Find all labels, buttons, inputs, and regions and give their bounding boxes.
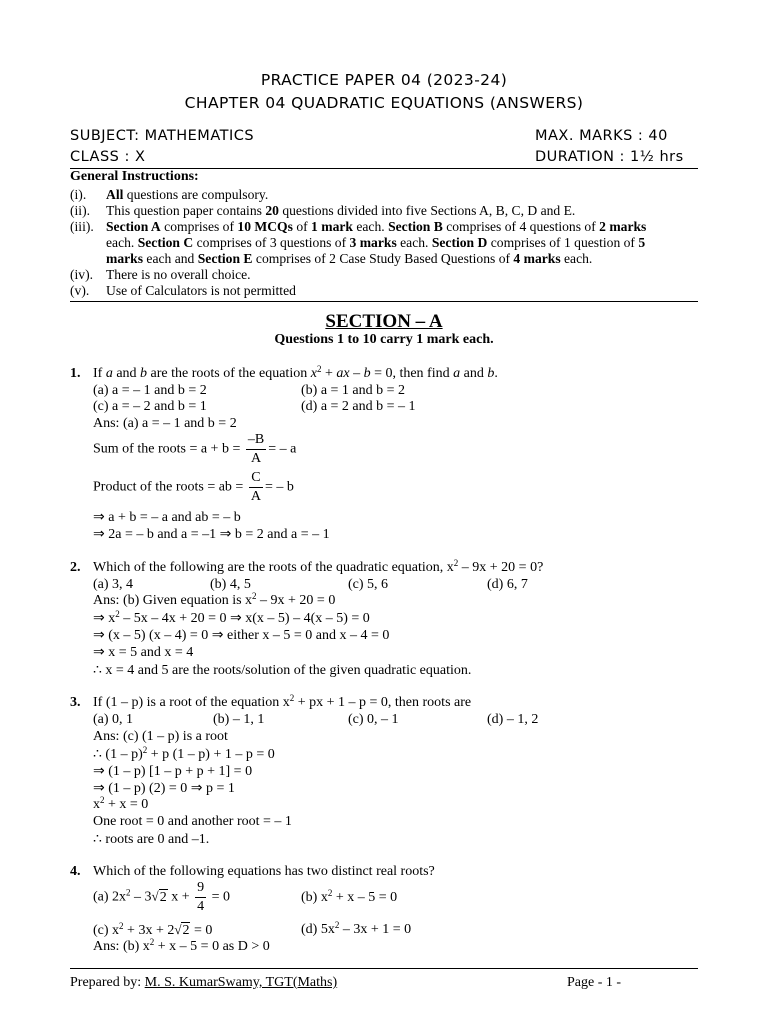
option-d: (d) – 1, 2 xyxy=(487,712,539,727)
product-of-roots: Product of the roots = ab = $\frac{C}{A}$ = – b xyxy=(93,470,294,504)
instruction-1: (i). All questions are compulsory. xyxy=(70,187,269,202)
option-b: (b) a = 1 and b = 2 xyxy=(301,383,406,398)
duration-label: DURATION : 1½ hrs xyxy=(535,149,684,165)
solution-step: ⇒ (x – 5) (x – 4) = 0 ⇒ either x – 5 = 0 and x – 4 = 0 xyxy=(93,628,390,643)
footer-page-number: Page - 1 - xyxy=(567,975,622,990)
solution-step: ⇒ (1 – p) [1 – p + p + 1] = 0 xyxy=(93,764,253,779)
option-c: (c) 5, 6 xyxy=(348,577,389,592)
answer: Ans: (a) a = – 1 and b = 2 xyxy=(93,416,237,431)
option-c: (c) $x^2 + 3x + 2√2 = 0$ xyxy=(93,921,213,938)
solution-step: ∴ roots are 0 and –1. xyxy=(93,832,210,847)
question-4-text: Which of the following equations has two distinct real roots? xyxy=(93,864,435,879)
instruction-5: (v). Use of Calculators is not permitted xyxy=(70,283,296,298)
class-label: CLASS : X xyxy=(70,149,146,165)
solution-step: ⇒ x = 5 and x = 4 xyxy=(93,645,194,660)
instruction-3: (iii). Section A comprises of 10 MCQs of 1 mark each. Section B comprises of 4 questions of 2 marks each. Section C comprises of 3 questions of 3 marks each. Section D comprises of 1 question of 5 marks each and Section E comprises of 2 Case Study Based Questions of 4 marks each. xyxy=(70,219,647,266)
option-b: (b) 4, 5 xyxy=(210,577,251,592)
option-d: (d) a = 2 and b = – 1 xyxy=(301,399,416,414)
option-d: (d) 6, 7 xyxy=(487,577,528,592)
section-title: SECTION – A xyxy=(325,311,443,332)
question-3-text: If (1 – p) is a root of the equation $x^2$ + px + 1 – p = 0, then roots are xyxy=(93,693,472,710)
footer-prepared-by: Prepared by: M. S. KumarSwamy, TGT(Maths) xyxy=(70,975,338,990)
option-a: (a) $2x^2 - 3√2$ x + $\frac{9}{4}$ = 0 xyxy=(93,880,230,914)
instructions-heading: General Instructions: xyxy=(70,169,199,184)
answer: Ans: (b) Given equation is $x^2 - 9x + 20 = 0$ xyxy=(93,591,336,608)
chapter-title: CHAPTER 04 QUADRATIC EQUATIONS (ANSWERS) xyxy=(184,94,584,112)
subject-label: SUBJECT: MATHEMATICS xyxy=(70,128,255,144)
solution-step: ⇒ a + b = – a and ab = – b xyxy=(93,510,241,525)
instructions-rule xyxy=(70,301,698,302)
option-c: (c) 0, – 1 xyxy=(348,712,399,727)
option-b: (b) $x^2 + x - 5 = 0$ xyxy=(301,888,398,905)
option-a: (a) a = – 1 and b = 2 xyxy=(93,383,207,398)
solution-step: $x^2 + x = 0$ xyxy=(93,795,149,812)
max-marks-label: MAX. MARKS : 40 xyxy=(535,128,668,144)
footer-rule xyxy=(70,968,698,969)
question-number: 2. xyxy=(70,560,81,575)
option-a: (a) 0, 1 xyxy=(93,712,134,727)
question-2-text: Which of the following are the roots of the quadratic equation, $x^2 - 9x + 20 = 0$? xyxy=(93,558,544,575)
option-d: (d) $5x^2 - 3x + 1 = 0$ xyxy=(301,920,412,937)
solution-step: One root = 0 and another root = – 1 xyxy=(93,814,292,829)
answer: Ans: (b) $x^2 + x - 5 = 0$ as D > 0 xyxy=(93,937,270,954)
paper-title: PRACTICE PAPER 04 (2023-24) xyxy=(260,71,508,89)
instruction-4: (iv). There is no overall choice. xyxy=(70,267,251,282)
option-c: (c) a = – 2 and b = 1 xyxy=(93,399,207,414)
section-subtitle: Questions 1 to 10 carry 1 mark each. xyxy=(274,332,494,347)
solution-step: ⇒ 2a = – b and a = –1 ⇒ b = 2 and a = – 1 xyxy=(93,527,330,542)
solution-step: ⇒ $x^2 - 5x - 4x + 20 = 0$ ⇒ x(x – 5) – 4(x – 5) = 0 xyxy=(93,609,370,626)
sum-of-roots: Sum of the roots = a + b = $\frac{-B}{A}$ = – a xyxy=(93,432,297,466)
instruction-2: (ii). This question paper contains 20 questions divided into five Sections A, B, C, D and E. xyxy=(70,203,576,218)
option-b: (b) – 1, 1 xyxy=(213,712,265,727)
option-a: (a) 3, 4 xyxy=(93,577,134,592)
answer: Ans: (c) (1 – p) is a root xyxy=(93,729,228,744)
solution-step: ∴ x = 4 and 5 are the roots/solution of the given quadratic equation. xyxy=(93,663,472,678)
solution-step: ⇒ (1 – p) (2) = 0 ⇒ p = 1 xyxy=(93,781,235,796)
question-number: 1. xyxy=(70,366,81,381)
question-number: 4. xyxy=(70,864,81,879)
question-number: 3. xyxy=(70,695,81,710)
solution-step: ∴ (1 – p)$^2$ + p (1 – p) + 1 – p = 0 xyxy=(93,745,275,762)
question-1-text: If a and b are the roots of the equation $x^2$ + ax – b = 0, then find a and b. xyxy=(93,364,498,381)
